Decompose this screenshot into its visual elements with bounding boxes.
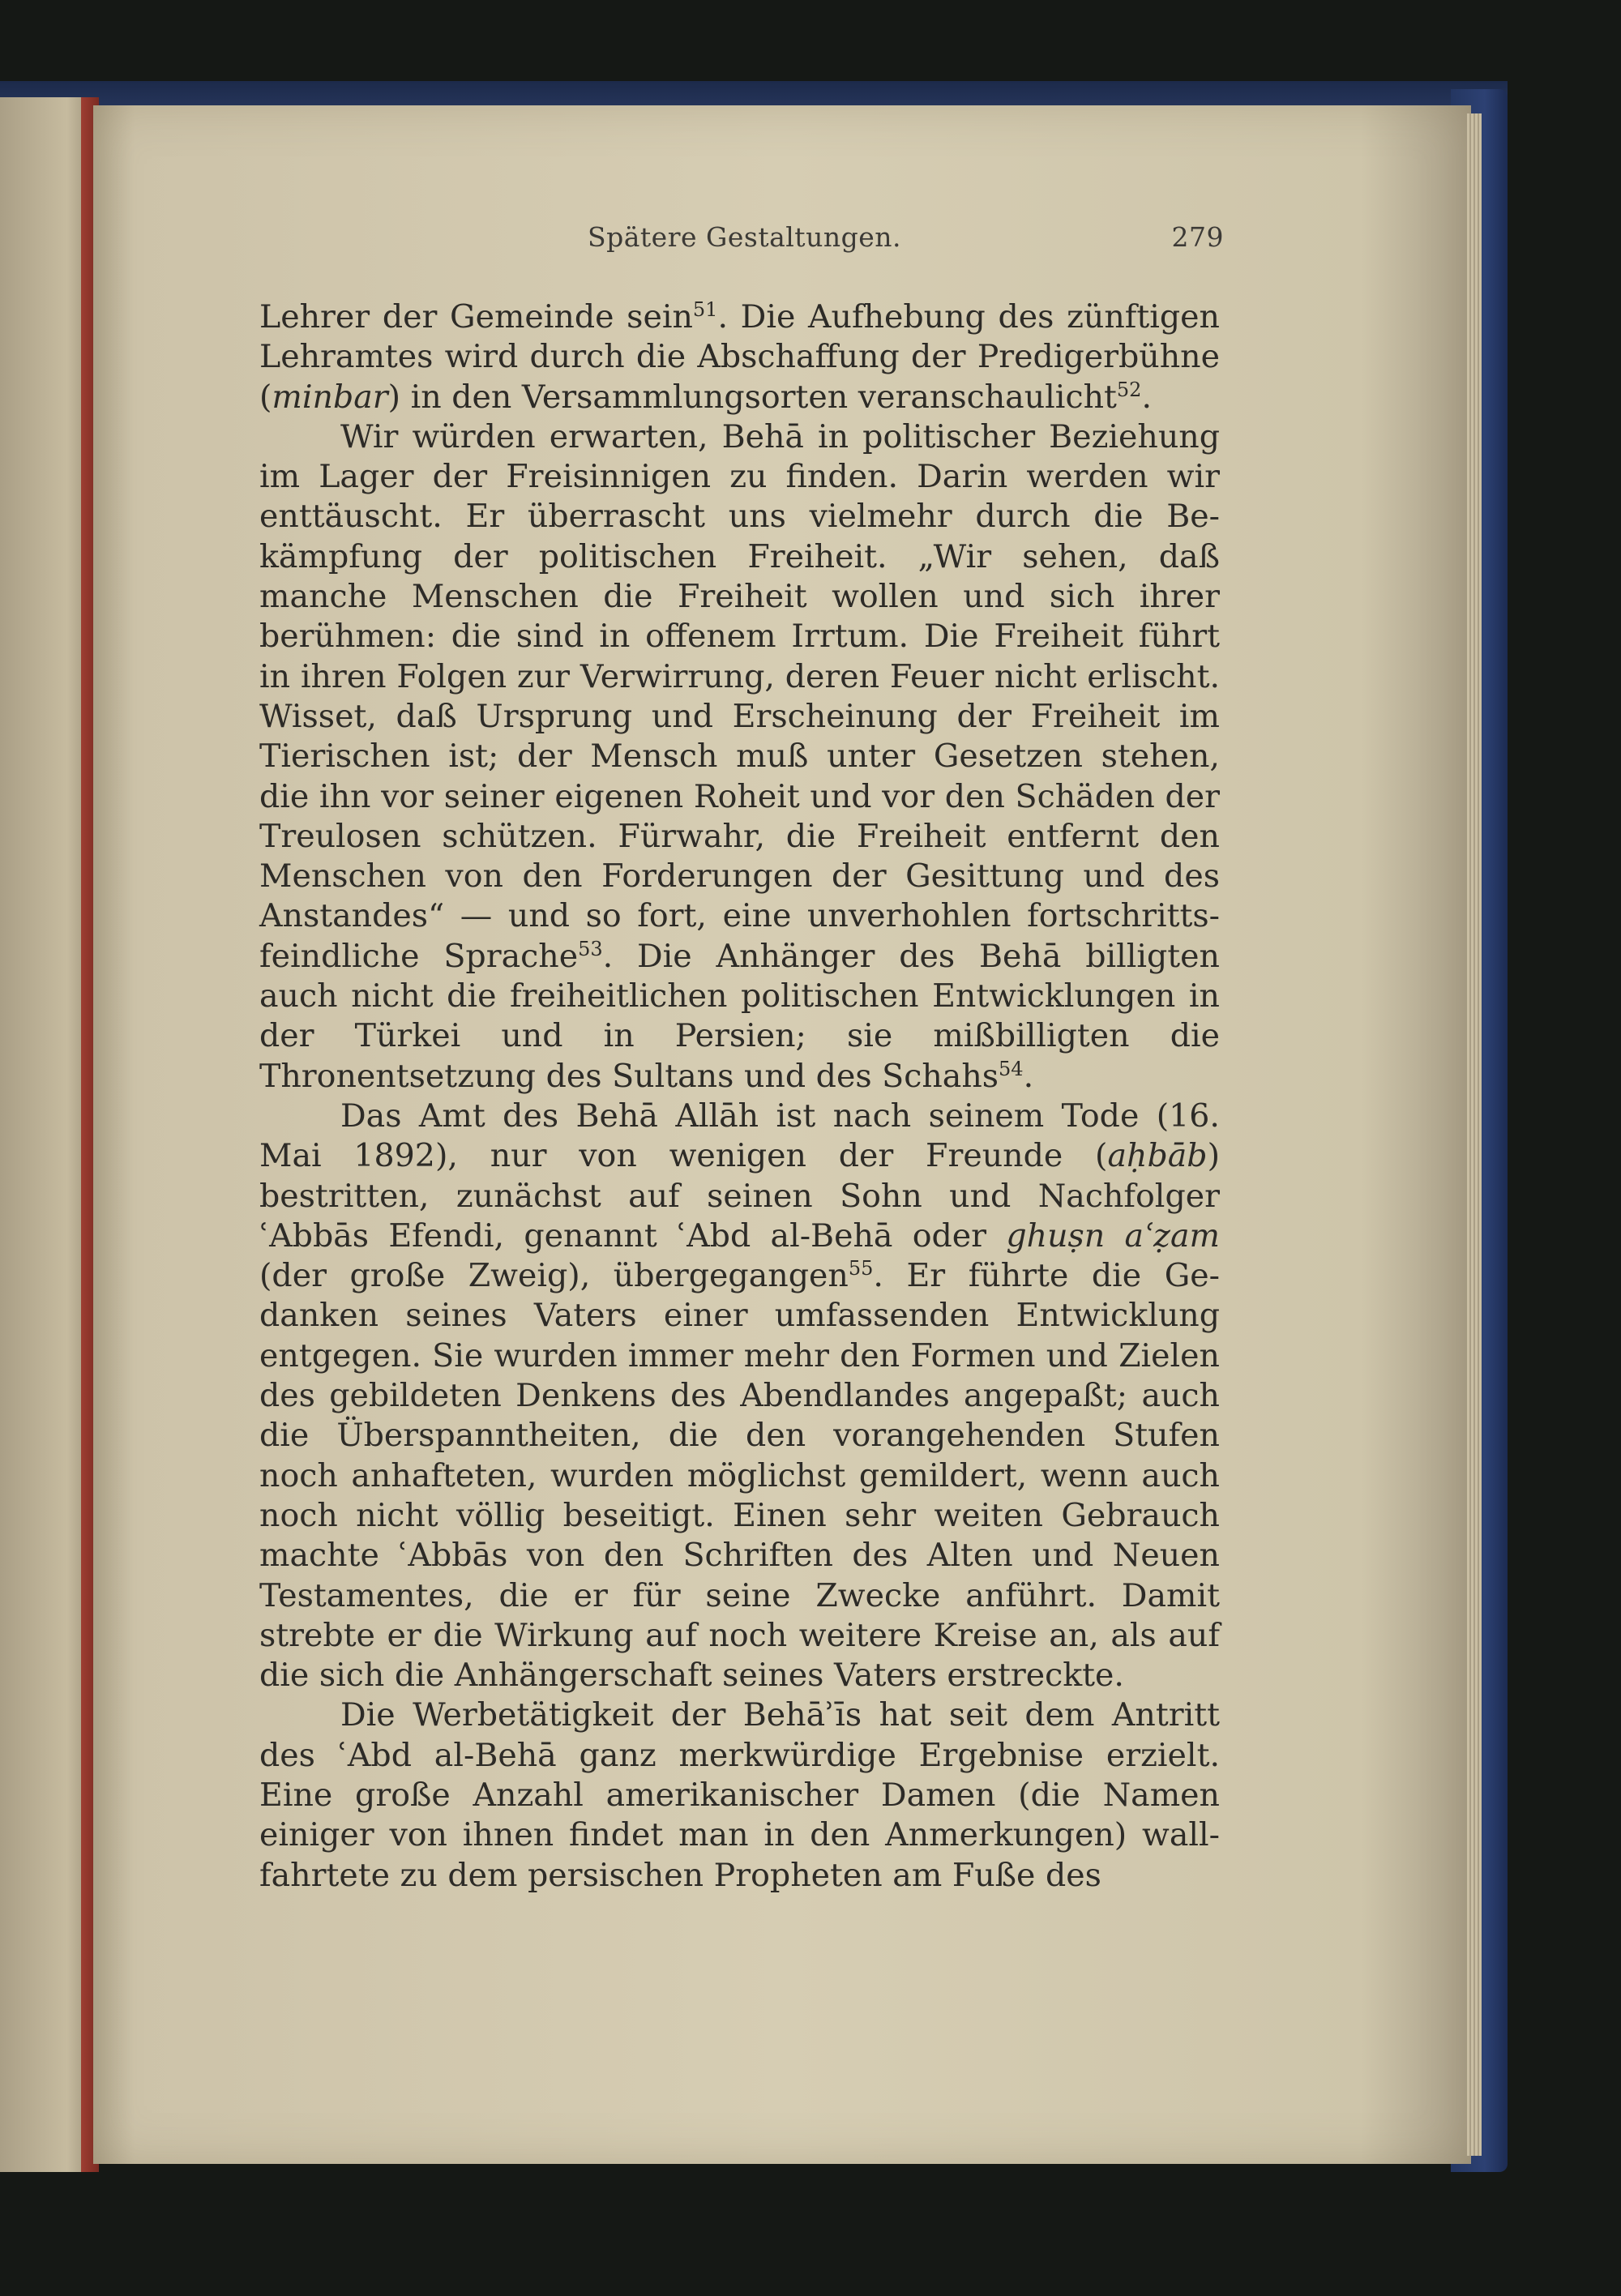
footnote-ref: 53 — [578, 937, 603, 960]
page-number: 279 — [1171, 221, 1224, 253]
footnote-ref: 52 — [1116, 378, 1142, 401]
text-run: . — [1023, 1057, 1034, 1095]
paragraph — [259, 1695, 1220, 1895]
text-run: Die Werbetätigkeit der Behāʾīs hat seit dem Antritt des ʿAbd al-Behā ganz merkwürdige Ergebnise erzielt. Eine große Anzahl amerikanischer Damen (die Namen einiger von ihnen findet man in den Anmerkungen) wallfahrtete zu dem persischen Propheten am Fuße des — [259, 1696, 1220, 1894]
text-run: . Die Anhänger des Behā billigten auch nicht die freiheitlichen politischen Entwicklungen in der Türkei und in Persien; sie mißbilligten die Thronentsetzung des Sultans und des Schahs — [259, 937, 1220, 1095]
page-stack-edge — [1467, 113, 1482, 2156]
italic-term: ghuṣn aʿẓam — [1006, 1216, 1220, 1255]
paragraph — [259, 417, 1220, 1097]
footnote-ref: 51 — [692, 298, 718, 321]
text-run: Das Amt des Behā Allāh ist nach seinem Tode (16. Mai 1892), nur von wenigen der Freunde ( — [259, 1097, 1220, 1175]
text-run: . Er führte die Gedanken seines Vaters einer umfassenden Entwicklung entgegen. Sie wurden immer mehr den Formen und Zielen des gebildeten Denkens des Abendlandes angepaßt; auch die Überspanntheiten, die den vorangehenden Stufen noch anhafteten, wurden möglichst gemildert, wenn auch noch nicht völlig beseitigt. Einen sehr weiten Gebrauch machte ʿAbbās von den Schriften des Alten und Neuen Testamentes, die er für seine Zwecke anführt. Damit strebte er die Wirkung auf noch weitere Kreise an, als auf die sich die Anhängerschaft seines Vaters erstreckte. — [259, 1257, 1220, 1695]
text-run: Lehrer der Gemeinde sein — [259, 298, 693, 336]
text-run: ) bestritten, zunächst auf seinen Sohn und Nachfolger ʿAbbās Efendi, genannt ʿAbd al-Behā oder — [259, 1137, 1220, 1255]
text-run: . Die Aufhebung des zünftigen Lehramtes wird durch die Abschaffung der Predigerbühne ( — [259, 298, 1220, 416]
text-run: Wir würden erwarten, Behā in politischer Beziehung im Lager der Freisinnigen zu finden. Darin werden wir enttäuscht. Er überrascht uns vielmehr durch die Bekämpfung der politischen Freiheit. „Wir sehen, daß manche Menschen die Freiheit wollen und sich ihrer berühmen: die sind in offenem Irrtum. Die Freiheit führt in ihren Folgen zur Verwirrung, deren Feuer nicht erlischt. Wisset, daß Ursprung und Erscheinung der Freiheit im Tierischen ist; der Mensch muß unter Gesetzen stehen, die ihn vor seiner eigenen Roheit und vor den Schäden der Treulosen schützen. Fürwahr, die Freiheit entfernt den Menschen von den Forderungen der Gesittung und des Anstandes“ — und so fort, eine unverhohlen fortschrittsfeindliche Sprache — [259, 417, 1220, 975]
text-run: . — [1141, 378, 1152, 416]
footnote-ref: 54 — [999, 1057, 1024, 1080]
italic-term: minbar — [272, 378, 388, 416]
running-title: Spätere Gestaltungen. — [588, 221, 901, 253]
paragraph — [259, 297, 1220, 417]
text-run: (der große Zweig), übergegangen — [259, 1257, 849, 1295]
italic-term: aḥbāb — [1107, 1137, 1208, 1175]
footnote-ref: 55 — [848, 1257, 874, 1281]
paragraph — [259, 1097, 1220, 1695]
text-run: ) in den Versammlungsorten veranschaulicht — [387, 378, 1117, 416]
body-text — [259, 297, 1220, 1896]
